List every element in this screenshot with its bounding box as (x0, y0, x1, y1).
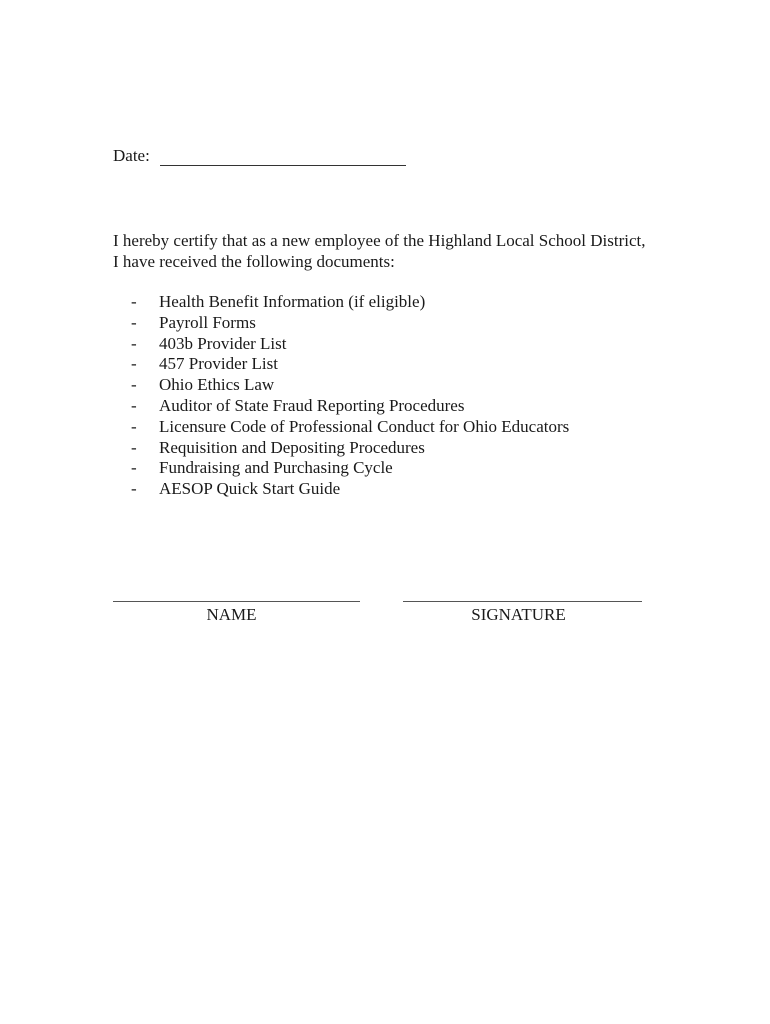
certification-statement: I hereby certify that as a new employee of the Highland Local School District, I have received the following documents: (113, 231, 646, 271)
list-item (131, 334, 569, 355)
list-item (131, 458, 569, 479)
list-item (131, 375, 569, 396)
document-item: Ohio Ethics Law (159, 375, 275, 395)
document-item: Licensure Code of Professional Conduct for Ohio Educators (159, 416, 570, 436)
date-field-line[interactable] (160, 149, 406, 166)
name-field-line[interactable] (113, 601, 360, 602)
list-item (131, 354, 569, 375)
list-item (131, 396, 569, 417)
list-marker: - (131, 312, 137, 332)
document-item: Auditor of State Fraud Reporting Procedures (159, 395, 465, 415)
document-item: 457 Provider List (159, 354, 278, 374)
list-marker: - (131, 479, 137, 499)
document-item: Health Benefit Information (if eligible) (159, 292, 426, 311)
list-item (131, 417, 569, 438)
list-marker: - (131, 292, 137, 311)
name-label: NAME (206, 605, 257, 624)
documents-list (131, 292, 569, 500)
list-item (131, 313, 569, 334)
list-item (131, 438, 569, 459)
document-item: AESOP Quick Start Guide (159, 479, 341, 499)
list-marker: - (131, 437, 137, 457)
list-item (131, 479, 569, 500)
signature-label: SIGNATURE (471, 605, 566, 624)
list-item (131, 292, 569, 313)
list-marker: - (131, 458, 137, 478)
signature-field-line[interactable] (403, 601, 642, 602)
document-item: 403b Provider List (159, 333, 287, 353)
date-label: Date: (113, 146, 150, 165)
list-marker: - (131, 354, 137, 374)
list-marker: - (131, 416, 137, 436)
document-item: Payroll Forms (159, 312, 256, 332)
date-row (113, 146, 406, 166)
list-marker: - (131, 395, 137, 415)
list-marker: - (131, 333, 137, 353)
document-item: Fundraising and Purchasing Cycle (159, 458, 393, 478)
document-item: Requisition and Depositing Procedures (159, 437, 425, 457)
list-marker: - (131, 375, 137, 395)
